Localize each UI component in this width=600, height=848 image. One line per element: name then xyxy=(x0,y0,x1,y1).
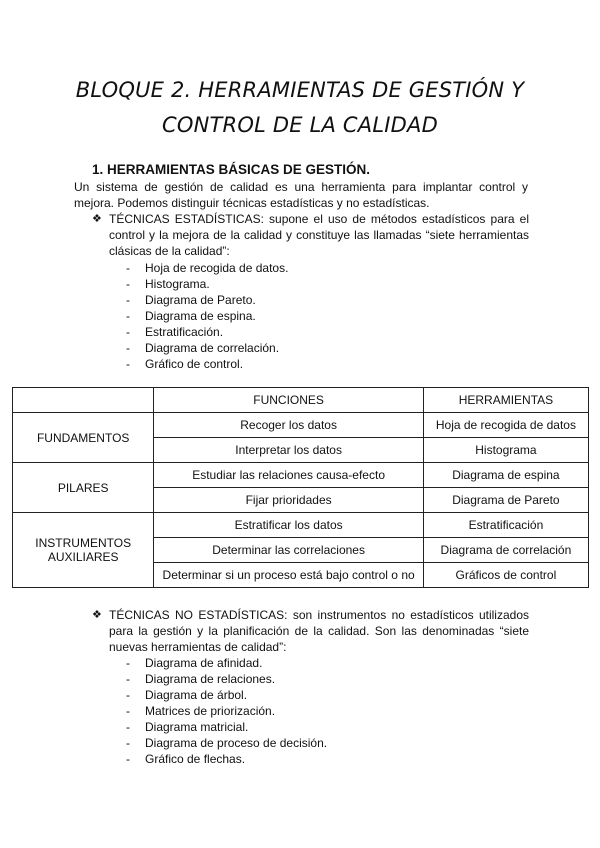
table-row xyxy=(13,413,589,438)
tools-table xyxy=(12,387,589,588)
list-item: - Diagrama de proceso de decisión. xyxy=(126,736,328,750)
list-item: - Diagrama de espina. xyxy=(126,309,256,323)
group-label-cell: FUNDAMENTOS xyxy=(13,413,154,463)
table-row xyxy=(13,513,589,538)
herramienta-cell: Hoja de recogida de datos xyxy=(423,413,588,438)
group-label-cell: PILARES xyxy=(13,463,154,513)
list-item: - Diagrama de correlación. xyxy=(126,341,280,355)
dash-bullet-icon: - xyxy=(126,309,130,323)
funcion-cell: Determinar si un proceso está bajo control o no xyxy=(154,563,423,588)
dash-bullet-icon: - xyxy=(126,752,130,766)
funcion-cell: Interpretar los datos xyxy=(154,438,423,463)
table-header-cell: HERRAMIENTAS xyxy=(423,388,588,413)
funcion-cell: Recoger los datos xyxy=(154,413,423,438)
dash-bullet-icon: - xyxy=(126,341,130,355)
group-label-cell: INSTRUMENTOS AUXILIARES xyxy=(13,513,154,588)
table-row xyxy=(13,463,589,488)
herramienta-cell: Diagrama de Pareto xyxy=(423,488,588,513)
funcion-cell: Determinar las correlaciones xyxy=(154,538,423,563)
list-item: - Diagrama de afinidad. xyxy=(126,656,263,670)
dash-bullet-icon: - xyxy=(126,325,130,339)
bullet-text: TÉCNICAS NO ESTADÍSTICAS: son instrumentos no estadísticos utilizados para la gestión y la planificación de la calidad. Son las denominadas “siete nuevas herramientas de calidad”: xyxy=(109,608,529,654)
list-item: - Diagrama de Pareto. xyxy=(126,293,256,307)
funcion-cell: Estratificar los datos xyxy=(154,513,423,538)
herramienta-cell: Diagrama de espina xyxy=(423,463,588,488)
list-item: - Matrices de priorización. xyxy=(126,704,276,718)
list-item: - Diagrama matricial. xyxy=(126,720,249,734)
estadisticas-list xyxy=(126,260,288,372)
intro-paragraph: Un sistema de gestión de calidad es una herramienta para implantar control y mejora. Podemos distinguir técnicas estadísticas y no estadísticas. xyxy=(74,180,528,210)
dash-bullet-icon: - xyxy=(126,357,130,371)
funcion-cell: Estudiar las relaciones causa-efecto xyxy=(154,463,423,488)
herramienta-cell: Gráficos de control xyxy=(423,563,588,588)
dash-bullet-icon: - xyxy=(126,720,130,734)
bullet-tecnicas-estadisticas xyxy=(92,211,529,259)
herramienta-cell: Histograma xyxy=(423,438,588,463)
list-item: - Gráfico de flechas. xyxy=(126,752,246,766)
funcion-cell: Fijar prioridades xyxy=(154,488,423,513)
list-item: - Diagrama de relaciones. xyxy=(126,672,276,686)
table-header-cell xyxy=(13,388,154,413)
list-item: - Gráfico de control. xyxy=(126,357,244,371)
diamond-bullet-icon: ❖ xyxy=(92,213,102,225)
document-title-line-2: CONTROL DE LA CALIDAD xyxy=(162,113,438,137)
diamond-bullet-icon: ❖ xyxy=(92,609,102,621)
herramienta-cell: Diagrama de correlación xyxy=(423,538,588,563)
bullet-text: TÉCNICAS ESTADÍSTICAS: supone el uso de métodos estadísticos para el control y la mejora de la calidad y constituye las llamadas “siete herramientas clásicas de la calidad”: xyxy=(109,212,529,258)
dash-bullet-icon: - xyxy=(126,261,130,275)
table-header-cell: FUNCIONES xyxy=(154,388,423,413)
document-title-line-1: BLOQUE 2. HERRAMIENTAS DE GESTIÓN Y xyxy=(75,78,525,102)
bullet-tecnicas-no-estadisticas xyxy=(92,607,529,655)
dash-bullet-icon: - xyxy=(126,293,130,307)
dash-bullet-icon: - xyxy=(126,736,130,750)
herramienta-cell: Estratificación xyxy=(423,513,588,538)
list-item: - Histograma. xyxy=(126,277,210,291)
dash-bullet-icon: - xyxy=(126,277,130,291)
table-header-row xyxy=(13,388,589,413)
dash-bullet-icon: - xyxy=(126,656,130,670)
list-item: - Diagrama de árbol. xyxy=(126,688,248,702)
section-heading: 1. HERRAMIENTAS BÁSICAS DE GESTIÓN. xyxy=(92,162,371,177)
dash-bullet-icon: - xyxy=(126,704,130,718)
dash-bullet-icon: - xyxy=(126,672,130,686)
dash-bullet-icon: - xyxy=(126,688,130,702)
no-estadisticas-list xyxy=(126,655,327,767)
list-item: - Hoja de recogida de datos. xyxy=(126,261,289,275)
list-item: - Estratificación. xyxy=(126,325,224,339)
